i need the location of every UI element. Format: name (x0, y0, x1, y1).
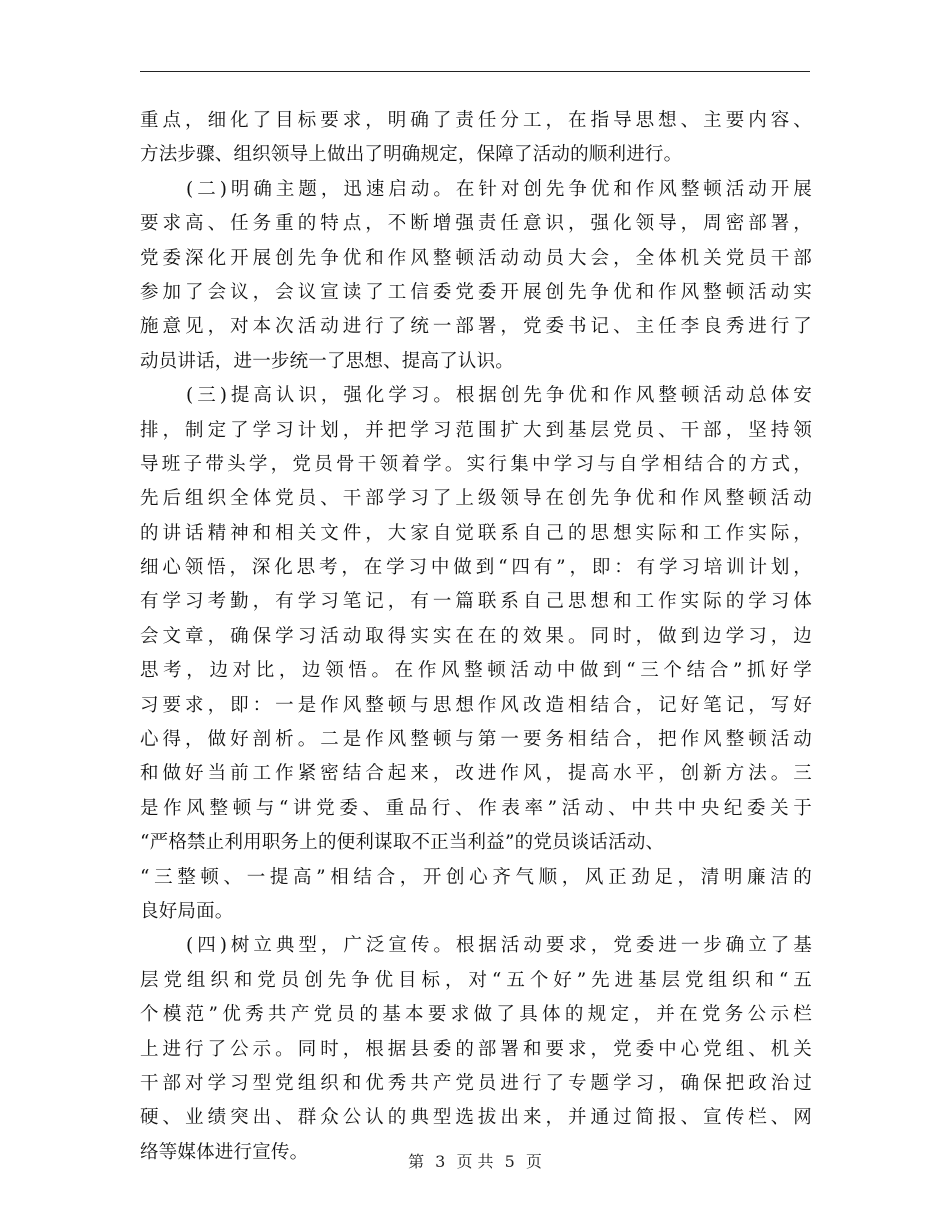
footer-middle: 页 共 (456, 1152, 494, 1171)
text-line: 层党组织和党员创先争优目标，对“五个好”先进基层党组织和“五 (140, 969, 812, 991)
text-line: 细心领悟，深化思考，在学习中做到“四有”，即：有学习培训计划， (140, 557, 812, 579)
footer-prefix: 第 (408, 1152, 425, 1171)
footer-suffix: 页 (525, 1152, 542, 1171)
paragraph-heading-line: (二)明确主题，迅速启动。在针对创先争优和作风整顿活动开展 (186, 178, 812, 200)
text-line: 是作风整顿与“讲党委、重品行、作表率”活动、中共中央纪委关于 (140, 797, 812, 819)
text-line: 要求高、任务重的特点，不断增强责任意识，强化领导，周密部署， (140, 213, 812, 235)
text-line: 干部对学习型党组织和优秀共产党员进行了专题学习，确保把政治过 (140, 1072, 812, 1094)
page-number-footer (0, 1152, 950, 1172)
text-line: 思考，边对比，边领悟。在作风整顿活动中做到“三个结合”抓好学 (140, 660, 812, 682)
text-line: 习要求，即：一是作风整顿与思想作风改造相结合，记好笔记，写好 (140, 694, 812, 716)
text-line: 先后组织全体党员、干部学习了上级领导在创先争优和作风整顿活动 (140, 488, 812, 510)
text-line: 方法步骤、组织领导上做出了明确规定，保障了活动的顺利进行。 (140, 144, 683, 166)
text-line: 党委深化开展创先争优和作风整顿活动动员大会，全体机关党员干部 (140, 247, 812, 269)
text-line: 动员讲话，进一步统一了思想、提高了认识。 (140, 350, 515, 372)
text-line: 导班子带头学，党员骨干领着学。实行集中学习与自学相结合的方式， (140, 453, 812, 475)
text-line: “严格禁止利用职务上的便利谋取不正当利益”的党员谈话活动、 (140, 832, 665, 854)
text-line: 参加了会议，会议宣读了工信委党委开展创先争优和作风整顿活动实 (140, 281, 812, 303)
total-pages-number: 5 (504, 1152, 515, 1171)
text-line: 上进行了公示。同时，根据县委的部署和要求，党委中心党组、机关 (140, 1038, 812, 1060)
text-line: 硬、业绩突出、群众公认的典型选拔出来，并通过简报、宣传栏、网 (140, 1107, 812, 1129)
paragraph-heading-line: (四)树立典型，广泛宣传。根据活动要求，党委进一步确立了基 (186, 935, 812, 957)
text-line: 重点，细化了目标要求，明确了责任分工，在指导思想、主要内容、 (140, 110, 812, 131)
text-line: 的讲话精神和相关文件，大家自觉联系自己的思想实际和工作实际， (140, 522, 812, 544)
text-line: 和做好当前工作紧密结合起来，改进作风，提高水平，创新方法。三 (140, 763, 812, 785)
text-line: 个模范”优秀共产党员的基本要求做了具体的规定，并在党务公示栏 (140, 1004, 812, 1026)
text-line: 有学习考勤，有学习笔记，有一篇联系自己思想和工作实际的学习体 (140, 591, 812, 613)
text-line: 排，制定了学习计划，并把学习范围扩大到基层党员、干部，坚持领 (140, 419, 812, 441)
text-line: “三整顿、一提高”相结合，开创心齐气顺，风正劲足，清明廉洁的 (140, 866, 812, 888)
text-line: 络等媒体进行宣传。 (140, 1141, 309, 1163)
header-rule (140, 71, 810, 72)
paragraph-heading-line: (三)提高认识，强化学习。根据创先争优和作风整顿活动总体安 (186, 385, 812, 407)
text-line: 心得，做好剖析。二是作风整顿与第一要务相结合，把作风整顿活动 (140, 729, 812, 751)
body-text (140, 104, 812, 1170)
current-page-number: 3 (435, 1152, 446, 1171)
text-line: 施意见，对本次活动进行了统一部署，党委书记、主任李良秀进行了 (140, 316, 812, 338)
text-line: 良好局面。 (140, 900, 234, 922)
text-line: 会文章，确保学习活动取得实实在在的效果。同时，做到边学习，边 (140, 625, 812, 647)
